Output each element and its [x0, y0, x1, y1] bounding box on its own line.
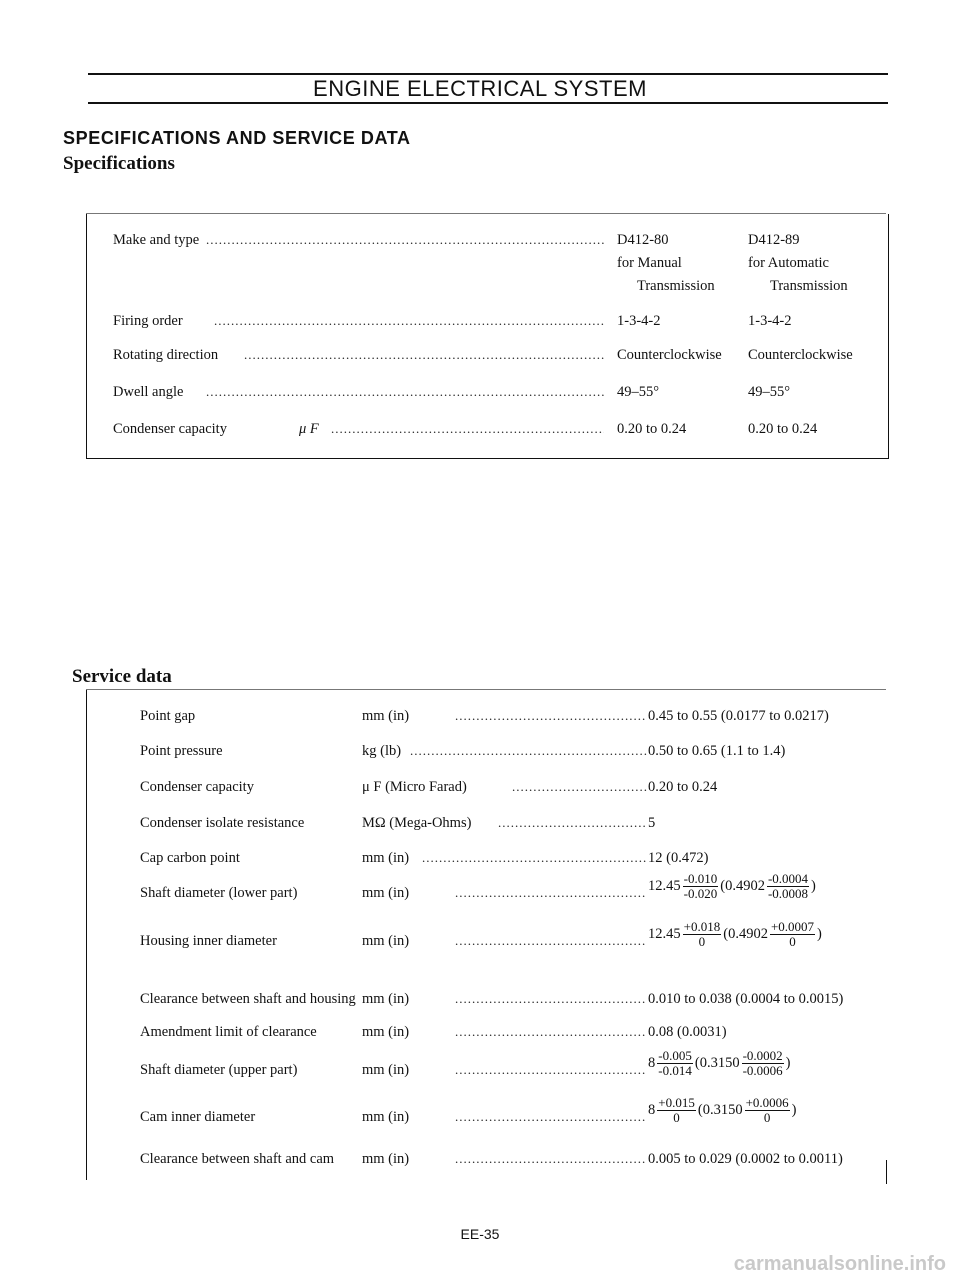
spec-value-col2: 49–55° — [748, 384, 791, 400]
service-value: 5 — [648, 815, 656, 831]
tolerance-upper: -0.010 — [683, 871, 718, 886]
header-rule-bottom — [88, 102, 888, 104]
spec-col1-model: D412-80 — [617, 232, 669, 248]
alt-base-value: 0.4902 — [728, 925, 768, 942]
service-box-left-rule — [86, 690, 87, 1180]
tolerance-lower: -0.020 — [683, 886, 718, 901]
leader-dots — [455, 933, 647, 949]
service-label: Condenser capacity — [140, 779, 254, 795]
leader-dots — [422, 850, 647, 866]
spec-col2-line3: Transmission — [770, 278, 848, 294]
service-label: Clearance between shaft and cam — [140, 1151, 335, 1167]
page-number: EE-35 — [460, 1226, 500, 1242]
alt-tolerance-upper: +0.0007 — [770, 919, 815, 934]
service-value: 0.50 to 0.65 (1.1 to 1.4) — [648, 743, 786, 759]
service-unit: μ F (Micro Farad) — [362, 779, 467, 795]
tolerance — [657, 1096, 696, 1125]
spec-value-col1: Counterclockwise — [617, 347, 722, 363]
leader-dots — [512, 779, 647, 795]
alt-tolerance — [767, 872, 809, 901]
leader-dots — [244, 347, 604, 363]
spec-label: Make and type — [113, 232, 200, 248]
service-unit: kg (lb) — [362, 743, 402, 759]
service-unit: mm (in) — [362, 1151, 410, 1167]
spec-label: Condenser capacity — [113, 421, 227, 437]
alt-tolerance-lower: -0.0008 — [767, 886, 809, 901]
section-title: SPECIFICATIONS AND SERVICE DATA — [63, 128, 411, 148]
leader-dots — [455, 708, 647, 724]
leader-dots — [498, 815, 647, 831]
tolerance-upper: +0.015 — [658, 1095, 695, 1110]
service-unit: mm (in) — [362, 933, 410, 949]
service-box-right-rule — [886, 1160, 887, 1184]
service-unit: MΩ (Mega-Ohms) — [362, 815, 472, 831]
service-tolerance-value: 12.45 $\frac{+0.018}{0}$ (0.4902 $\frac{+0.0007}{0}$ ) — [648, 919, 822, 949]
spec-label: Dwell angle — [113, 384, 184, 400]
spec-col2-line2: for Automatic — [748, 255, 829, 271]
service-value: 0.20 to 0.24 — [648, 779, 718, 795]
specifications-title: Specifications — [63, 153, 175, 174]
leader-dots — [455, 1062, 647, 1078]
tolerance — [683, 920, 722, 949]
service-value: 0.005 to 0.029 (0.0002 to 0.0011) — [648, 1151, 843, 1167]
spec-value-col1: 1-3-4-2 — [617, 313, 661, 329]
spec-value-col2: 1-3-4-2 — [748, 313, 792, 329]
spec-value-col1: 49–55° — [617, 384, 660, 400]
service-tolerance-value: 8 $\frac{+0.015}{0}$ (0.3150 $\frac{+0.0006}{0}$ ) — [648, 1095, 797, 1125]
leader-dots — [455, 1109, 647, 1125]
service-label: Cap carbon point — [140, 850, 240, 866]
leader-dots — [206, 232, 604, 248]
service-tolerance-value: 8 $\frac{-0.005}{-0.014}$ (0.3150 $\frac{-0.0002}{-0.0006}$ ) — [648, 1048, 791, 1078]
base-value: 8 — [648, 1054, 656, 1071]
service-label: Point pressure — [140, 743, 223, 759]
alt-tolerance-lower: -0.0006 — [742, 1063, 783, 1078]
service-unit: mm (in) — [362, 1062, 410, 1078]
base-value: 8 — [648, 1101, 656, 1118]
service-value: 0.010 to 0.038 (0.0004 to 0.0015) — [648, 991, 844, 1007]
base-value: 12.45 — [648, 877, 681, 894]
spec-label: Firing order — [113, 313, 183, 329]
header-rule-top — [88, 73, 888, 75]
service-unit: mm (in) — [362, 708, 410, 724]
service-unit: mm (in) — [362, 1024, 410, 1040]
service-value: 0.08 (0.0031) — [648, 1024, 727, 1040]
service-label: Housing inner diameter — [140, 933, 277, 949]
base-value: 12.45 — [648, 925, 681, 942]
service-label: Amendment limit of clearance — [140, 1024, 317, 1040]
alt-tolerance-upper: +0.0006 — [745, 1095, 789, 1110]
leader-dots — [455, 1151, 647, 1167]
service-label: Cam inner diameter — [140, 1109, 256, 1125]
tolerance — [683, 872, 719, 901]
spec-col2-model: D412-89 — [748, 232, 800, 248]
spec-label: Rotating direction — [113, 347, 219, 363]
alt-tolerance-lower: 0 — [789, 934, 796, 949]
service-box-top-rule — [86, 689, 886, 690]
leader-dots — [455, 885, 647, 901]
service-unit: mm (in) — [362, 1109, 410, 1125]
tolerance-lower: 0 — [673, 1110, 680, 1125]
service-label: Shaft diameter (upper part) — [140, 1062, 298, 1078]
service-value: 0.45 to 0.55 (0.0177 to 0.0217) — [648, 708, 829, 724]
alt-base-value: 0.4902 — [725, 877, 765, 894]
leader-dots — [455, 1024, 647, 1040]
leader-dots — [206, 384, 604, 400]
service-value: 12 (0.472) — [648, 850, 709, 866]
service-unit: mm (in) — [362, 885, 410, 901]
tolerance-lower: 0 — [698, 934, 706, 949]
alt-tolerance — [745, 1096, 790, 1125]
spec-col1-line2: for Manual — [617, 255, 682, 271]
leader-dots — [331, 421, 604, 437]
service-label: Condenser isolate resistance — [140, 815, 305, 831]
alt-tolerance — [742, 1049, 784, 1078]
tolerance-lower: -0.014 — [658, 1063, 692, 1078]
leader-dots — [455, 991, 647, 1007]
service-unit: mm (in) — [362, 850, 410, 866]
service-label: Point gap — [140, 708, 196, 724]
service-tolerance-value: 12.45 $\frac{-0.010}{-0.020}$ (0.4902 $\frac{-0.0004}{-0.0008}$ ) — [648, 871, 816, 901]
tolerance-upper: -0.005 — [658, 1048, 692, 1063]
service-label: Shaft diameter (lower part) — [140, 885, 298, 901]
leader-dots — [214, 313, 604, 329]
alt-tolerance-upper: -0.0002 — [742, 1048, 783, 1063]
spec-value-col1: 0.20 to 0.24 — [617, 421, 687, 437]
service-label: Clearance between shaft and housing — [140, 991, 356, 1007]
spec-value-col2: Counterclockwise — [748, 347, 853, 363]
watermark: carmanualsonline.info — [733, 1253, 946, 1275]
tolerance-upper: +0.018 — [683, 919, 721, 934]
service-data-title: Service data — [72, 666, 172, 687]
spec-value-col2: 0.20 to 0.24 — [748, 421, 818, 437]
alt-base-value: 0.3150 — [699, 1054, 740, 1071]
page-header: ENGINE ELECTRICAL SYSTEM — [313, 76, 647, 101]
service-unit: mm (in) — [362, 991, 410, 1007]
alt-tolerance-lower: 0 — [763, 1110, 771, 1125]
leader-dots — [410, 743, 647, 759]
alt-tolerance — [770, 920, 815, 949]
alt-tolerance-upper: -0.0004 — [767, 871, 809, 886]
tolerance — [657, 1049, 693, 1078]
spec-col1-line3: Transmission — [637, 278, 715, 294]
alt-base-value: 0.3150 — [702, 1101, 743, 1118]
spec-unit: μ F — [299, 421, 319, 437]
